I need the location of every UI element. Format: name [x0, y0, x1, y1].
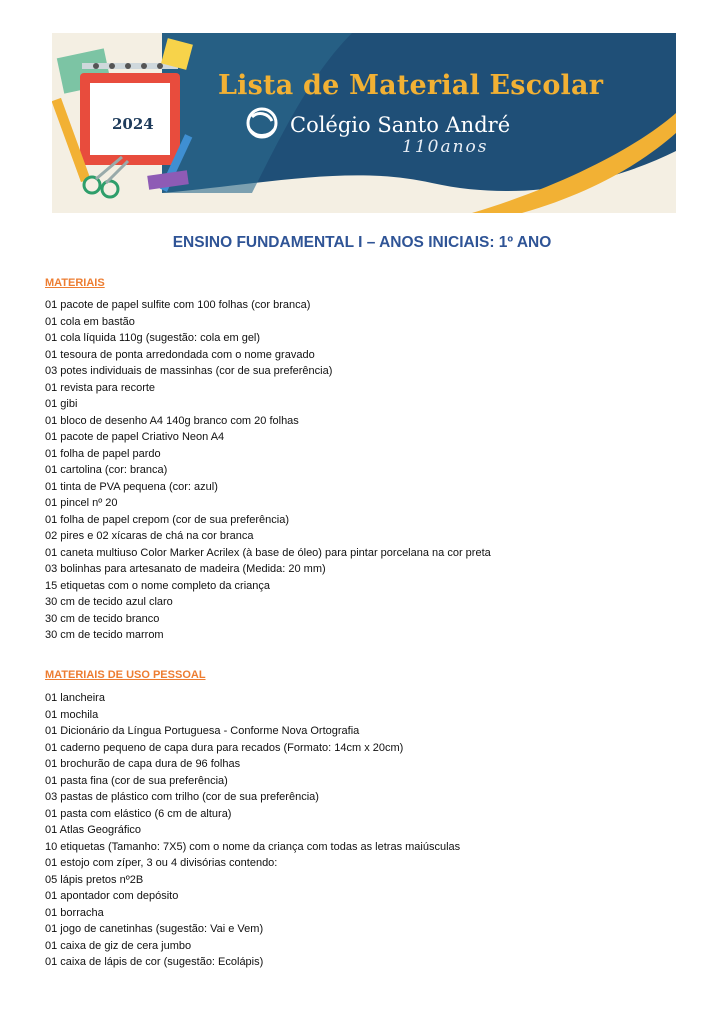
list-item: 01 estojo com zíper, 3 ou 4 divisórias contendo: — [45, 857, 278, 869]
list-item: 01 cola líquida 110g (sugestão: cola em gel) — [45, 332, 261, 344]
list-item: 03 bolinhas para artesanato de madeira (Medida: 20 mm) — [45, 563, 326, 575]
list-item: 05 lápis pretos nº2B — [45, 873, 144, 886]
list-item: 01 tinta de PVA pequena (cor: azul) — [45, 480, 218, 493]
list-item: 10 etiquetas (Tamanho: 7X5) com o nome da criança com todas as letras maiúsculas — [45, 840, 461, 853]
list-item: 01 Atlas Geográfico — [45, 824, 142, 836]
list-item: 01 revista para recorte — [45, 381, 156, 394]
list-item: 01 pasta fina (cor de sua preferência) — [45, 774, 228, 787]
banner-year: 2024 — [112, 115, 154, 133]
section-title-materiais: MATERIAIS — [45, 277, 105, 289]
list-item: 30 cm de tecido marrom — [45, 629, 164, 641]
banner-title: Lista de Material Escolar — [218, 70, 604, 101]
list-item: 01 jogo de canetinhas (sugestão: Vai e Vem) — [45, 923, 264, 935]
page-heading: ENSINO FUNDAMENTAL I – ANOS INICIAIS: 1º ANO — [172, 234, 552, 251]
list-item: 01 borracha — [45, 906, 104, 919]
list-item: 15 etiquetas com o nome completo da criança — [45, 579, 271, 592]
section-title-uso-pessoal: MATERIAIS DE USO PESSOAL — [45, 669, 206, 681]
list-item: 01 brochurão de capa dura de 96 folhas — [45, 758, 241, 770]
header-banner — [52, 33, 676, 213]
list-item: 01 caneta multiuso Color Marker Acrilex (à base de óleo) para pintar porcelana na cor preta — [45, 546, 491, 559]
list-item: 01 caixa de lápis de cor (sugestão: Ecolápis) — [45, 956, 264, 968]
uso-pessoal-list — [45, 690, 460, 971]
list-item: 01 folha de papel pardo — [45, 447, 161, 460]
list-item: 01 bloco de desenho A4 140g branco com 20 folhas — [45, 414, 299, 427]
list-item: 02 pires e 02 xícaras de chá na cor branca — [45, 530, 254, 542]
list-item: 01 tesoura de ponta arredondada com o nome gravado — [45, 348, 315, 361]
list-item: 01 pincel nº 20 — [45, 497, 118, 509]
list-item: 01 caixa de giz de cera jumbo — [45, 939, 192, 952]
list-item: 01 pasta com elástico (6 cm de altura) — [45, 807, 232, 820]
list-item: 01 lancheira — [45, 692, 105, 704]
list-item: 01 pacote de papel sulfite com 100 folhas (cor branca) — [45, 299, 311, 311]
list-item: 01 cola em bastão — [45, 315, 135, 328]
list-item: 01 caderno pequeno de capa dura para recados (Formato: 14cm x 20cm) — [45, 741, 404, 754]
list-item: 01 cartolina (cor: branca) — [45, 464, 168, 476]
list-item: 03 potes individuais de massinhas (cor de sua preferência) — [45, 365, 333, 377]
list-item: 01 folha de papel crepom (cor de sua preferência) — [45, 513, 289, 526]
list-item: 01 pacote de papel Criativo Neon A4 — [45, 431, 225, 443]
list-item: 01 apontador com depósito — [45, 890, 179, 902]
list-item: 30 cm de tecido branco — [45, 612, 160, 625]
list-item: 01 Dicionário da Língua Portuguesa - Conforme Nova Ortografia — [45, 725, 360, 737]
list-item: 01 gibi — [45, 398, 78, 410]
list-item: 03 pastas de plástico com trilho (cor de sua preferência) — [45, 791, 319, 803]
list-item: 01 mochila — [45, 708, 99, 721]
materiais-list — [45, 297, 491, 644]
list-item: 30 cm de tecido azul claro — [45, 596, 173, 608]
anniversary-label: 110anos — [402, 137, 489, 157]
school-name: Colégio Santo André — [290, 113, 511, 137]
